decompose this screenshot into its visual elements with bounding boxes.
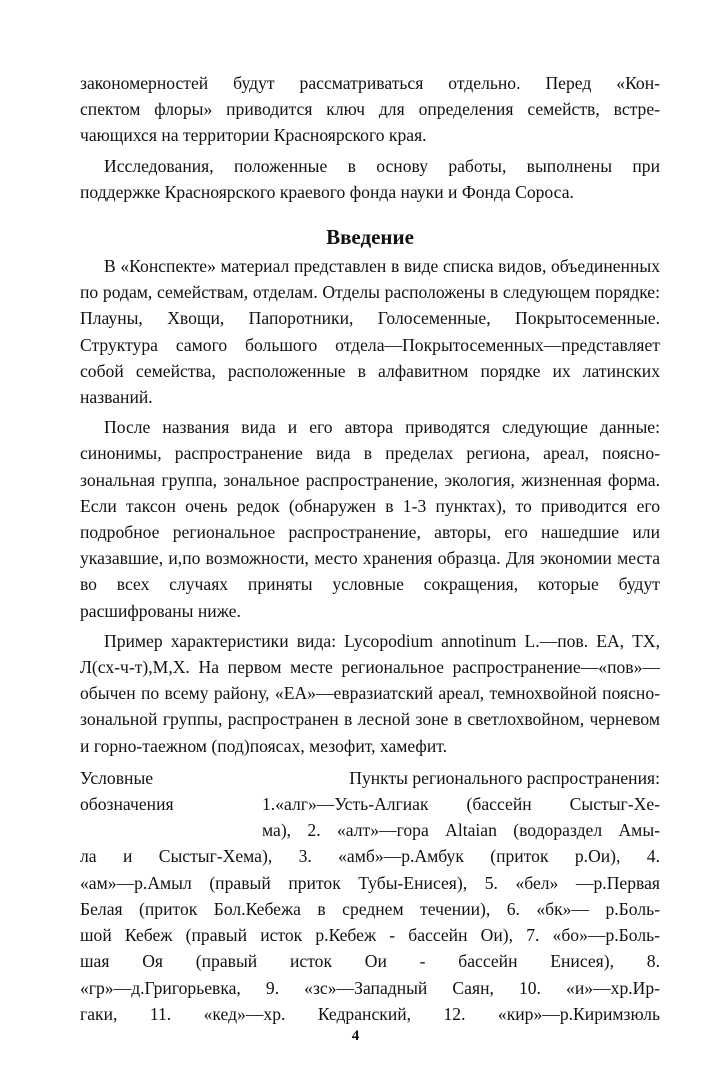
legend-text-line: шая Оя (правый исток Ои - бассейн Енисея), 8. xyxy=(80,951,660,972)
intro-paragraph-1 xyxy=(80,70,660,149)
text-line: закономерностей будут рассматриваться отдельно. Перед «Кон- xyxy=(80,73,660,93)
legend-label-line: обозначения xyxy=(80,794,174,815)
legend-block xyxy=(80,765,660,844)
text-line: чающихся на территории Красноярского края. xyxy=(80,125,427,146)
section-title: Введение xyxy=(326,225,414,250)
page-content xyxy=(80,70,660,1027)
legend-text-line: гаки, 11. «кед»—хр. Кедранский, 12. «кир»—р.Киримзюль xyxy=(80,1003,660,1024)
legend-text-line: «ам»—р.Амыл (правый приток Тубы-Енисея), 5. «бел» —р.Первая xyxy=(80,872,660,893)
section-paragraph-3: Пример характеристики вида: Lycopodium annotinum L.—пов. ЕА, ТХ, Л(сх-ч-т),М,Х. На первом месте региональное распространение—«пов»—обычен по всему району, «ЕА»—евразиатский ареал, темнохвойной поясно-зональной группы, распространен в лесной зоне в светлохвойном, черневом и горно-таежном (под)поясах, мезофит, хамефит. xyxy=(80,630,660,756)
text-line: спектом флоры» приводится ключ для определения семейств, встре- xyxy=(80,99,660,120)
legend-text-line: ла и Сыстыг-Хема), 3. «амб»—р.Амбук (приток р.Ои), 4. xyxy=(80,846,660,867)
text-line: поддержке Красноярского краевого фонда науки и Фонда Сороса. xyxy=(80,181,574,202)
section-paragraph-1: В «Конспекте» материал представлен в виде списка видов, объединенных по родам, семействам, отделам. Отделы расположены в следующем порядке: Плауны, Хвощи, Папоротники, Голосеменные, Покрытосеменные. Структура самого большого отдела—Покрытосеменных—представляет собой семейства, расположенные в алфавитном порядке их латинских названий. xyxy=(80,256,660,408)
page-number: 4 xyxy=(351,1028,360,1044)
intro-paragraph-2 xyxy=(80,153,660,205)
legend-text-line: ма), 2. «алт»—гора Altaian (водораздел Амы- xyxy=(262,820,660,841)
legend-label xyxy=(80,765,262,844)
legend-text-line: Пункты регионального распространения: xyxy=(349,767,660,788)
text-line: Исследования, положенные в основу работы, выполнены при xyxy=(104,155,660,176)
legend-text-line: Белая (приток Бол.Кебежа в среднем течении), 6. «бк»— р.Боль- xyxy=(80,898,660,919)
legend-text xyxy=(262,765,660,844)
section-paragraph-2: После названия вида и его автора приводятся следующие данные: синонимы, распространение вида в пределах региона, ареал, поясно-зональная группа, зональное распространение, экология, жизненная форма. Если таксон очень редок (обнаружен в 1-3 пунктах), то приводится его подробное региональное распространение, авторы, его нашедшие или указавшие, и,по возможности, место хранения образца. Для экономии места во всех случаях приняты условные сокращения, которые будут расшифрованы ниже. xyxy=(80,417,660,621)
legend-continuation xyxy=(80,843,660,1026)
legend-text-line: «гр»—д.Григорьевка, 9. «зс»—Западный Саян, 10. «и»—хр.Ир- xyxy=(80,977,660,998)
legend-label-line: Условные xyxy=(80,767,154,788)
legend-text-line: 1.«алг»—Усть-Алгиак (бассейн Сыстыг-Хе- xyxy=(262,794,660,815)
legend-text-line: шой Кебеж (правый исток р.Кебеж - бассейн Ои), 7. «бо»—р.Боль- xyxy=(80,925,660,946)
